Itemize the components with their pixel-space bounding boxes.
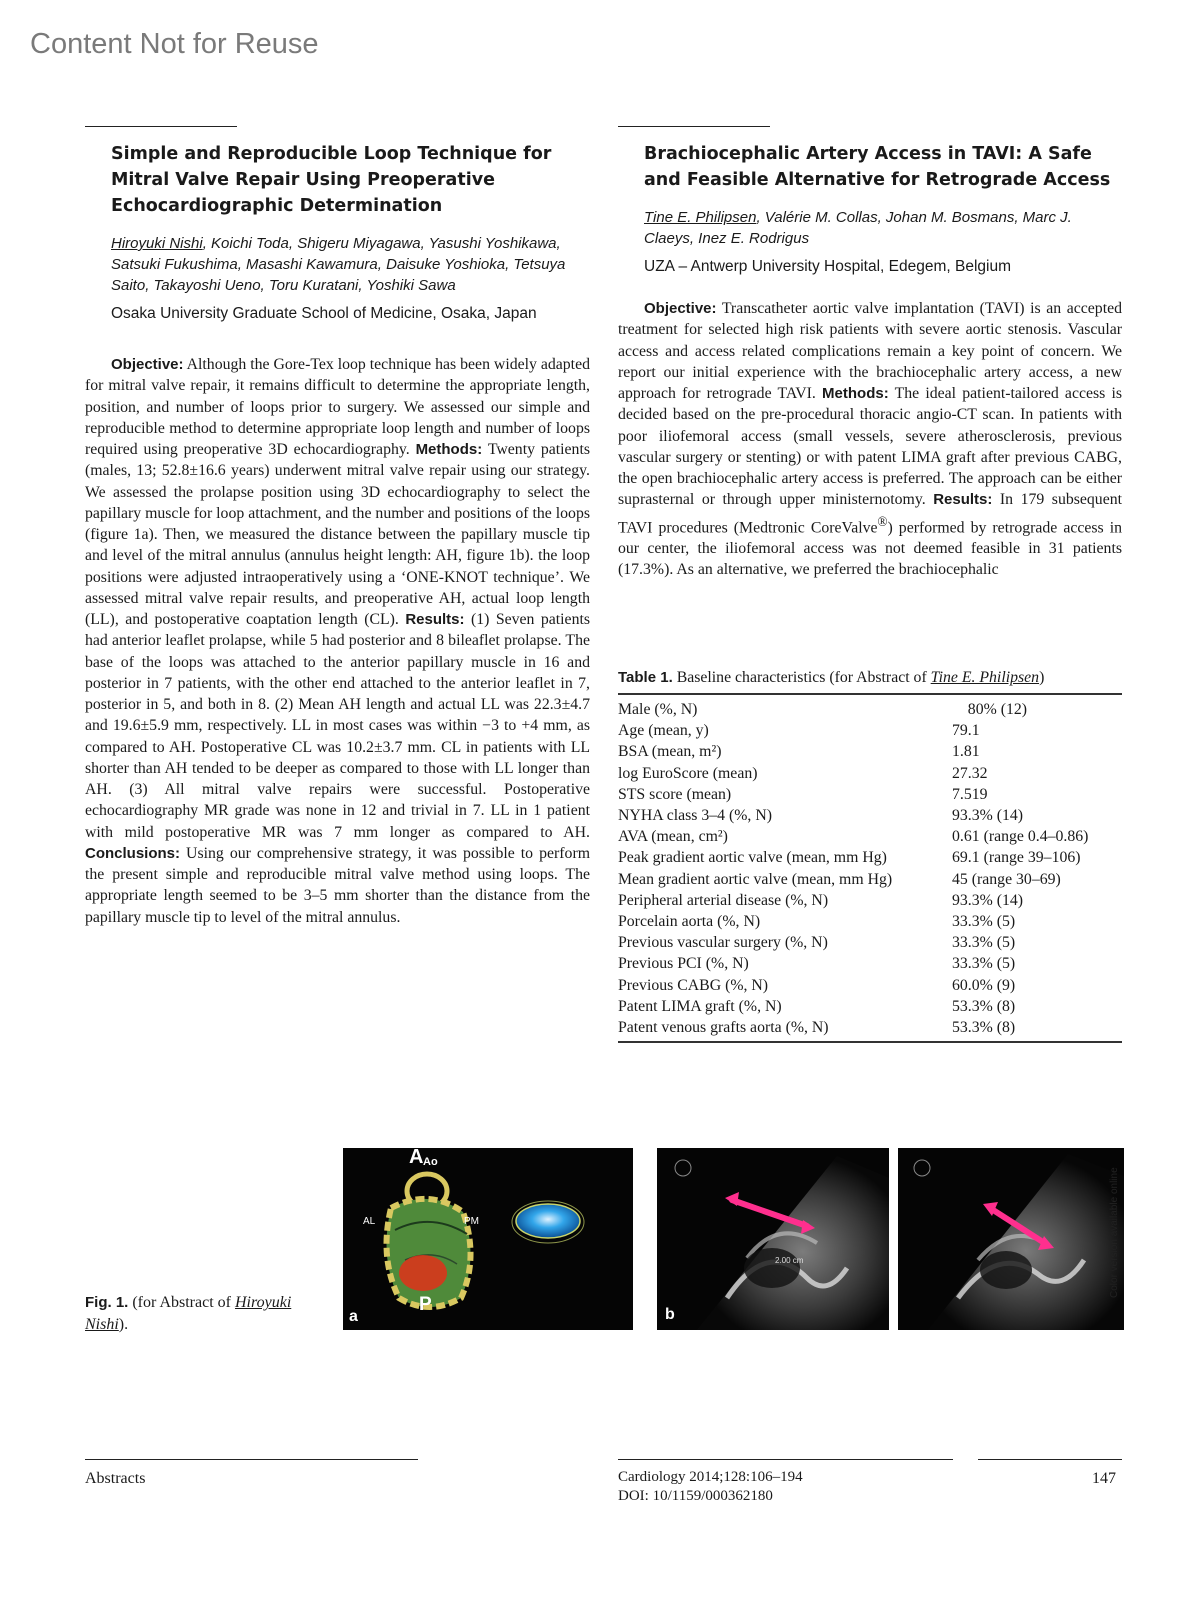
row-value: 93.3% (14) (952, 807, 1024, 825)
abstract-divider (85, 126, 237, 127)
figure-caption-name: Hiroyuki Nishi (85, 1294, 292, 1333)
figure-panel-b-echo-left (657, 1148, 889, 1330)
table-row (618, 826, 1122, 847)
table-row (618, 720, 1122, 741)
row-value: 69.1 (range 39–106) (952, 849, 1081, 867)
row-label: Peripheral arterial disease (%, N) (618, 891, 829, 909)
results-label: Results: (933, 491, 993, 509)
row-label: AVA (mean, cm²) (618, 828, 728, 846)
row-value: 93.3% (14) (952, 891, 1024, 909)
row-value: 60.0% (9) (952, 976, 1016, 994)
presenter-name: Tine E. Philipsen (644, 209, 757, 226)
table-caption (618, 669, 1122, 687)
baseline-characteristics-table (618, 693, 1122, 1043)
table-row (618, 694, 1122, 720)
co-authors: , Koichi Toda, Shigeru Miyagawa, Yasushi Yoshikawa, Satsuki Fukushima, Masashi Kawamura, Daisuke Yoshioka, Tetsuya Saito, Takayoshi Ueno, Toru Kuratani, Yoshiki Sawa (111, 235, 566, 294)
objective-text: Although the Gore-Tex loop technique has been widely adapted for mitral valve repair, it remains difficult to determine the appropriate length, position, and number of loops prior to surgery. We assessed our simple and reproducible method to determine appropriate loop length and number of loops required using preoperative 3D echocardiography. (85, 356, 590, 458)
figure-panel-b-echo-right (898, 1148, 1124, 1330)
table-row (618, 975, 1122, 996)
row-value: 33.3% (5) (952, 913, 1016, 931)
row-label: Patent LIMA graft (%, N) (618, 997, 782, 1015)
label-PM: PM (464, 1216, 479, 1227)
table-caption-end: ) (1039, 669, 1045, 686)
table-row (618, 1017, 1122, 1042)
table-body (618, 694, 1122, 1042)
row-value: 27.32 (952, 764, 988, 782)
table-caption-name: Tine E. Philipsen (930, 669, 1040, 686)
panel-letter-b: b (665, 1306, 675, 1323)
label-Ao: Ao (423, 1156, 438, 1168)
table-row (618, 911, 1122, 932)
right-abstract (618, 126, 1122, 581)
row-label: Previous vascular surgery (%, N) (618, 934, 828, 952)
conclusions-text: Using our comprehensive strategy, it was possible to perform the present simple and reproducible mitral valve method using loops. The appropriate length seemed to be 3–5 mm shorter than the distance from the papillary muscle tip to level of the mitral annulus. (85, 844, 590, 926)
table-row (618, 890, 1122, 911)
table-row (618, 953, 1122, 974)
right-abstract-authors (618, 207, 1122, 249)
objective-text: Transcatheter aortic valve implantation (TAVI) is an accepted treatment for selected high risk patients with severe aortic stenosis. Vascular access and access related complications remain a key point of concern. We report our initial experience with the brachiocephalic artery access, a new approach for retrograde TAVI. (618, 300, 1122, 402)
row-label: STS score (mean) (618, 785, 732, 803)
conclusions-label: Conclusions: (85, 844, 181, 862)
table-row (618, 996, 1122, 1017)
co-authors: , Valérie M. Collas, Johan M. Bosmans, Marc J. Claeys, Inez E. Rodrigus (644, 209, 1072, 247)
row-value: 7.519 (952, 785, 988, 803)
results-text: (1) Seven patients had anterior leaflet prolapse, while 5 had posterior and 8 bileaflet prolapse. The base of the loops was attached to the anterior papillary muscle in 16 and posterior in 7 patients, with the other end attached to the anterior leaflet in 7, posterior in 5, and both in 8. (2) Mean AH length and actual LL was 22.3±4.7 and 19.6±5.9 mm, respectively. LL in most cases was within −3 to +4 mm, as compared to AH. Postoperative CL was 10.2±3.7 mm. CL in patients with LL shorter than AH tended to be deeper as compared to those with LL longer than AH. (3) All mitral valve repairs were successful. Postoperative echocardiography MR grade was none in 12 and trivial in 7. LL in 1 patient with mild postoperative MR was 7 mm longer as compared to AH. (85, 611, 591, 841)
figure-caption-end: ). (118, 1316, 129, 1333)
watermark: Content Not for Reuse (30, 28, 319, 60)
row-label: Age (mean, y) (618, 722, 709, 740)
journal-citation: Cardiology 2014;128:106–194 (618, 1469, 803, 1485)
row-label: log EuroScore (mean) (618, 764, 758, 782)
table-caption-text: Baseline characteristics (for Abstract of (672, 669, 931, 686)
row-label: Patent venous grafts aorta (%, N) (618, 1019, 829, 1037)
left-abstract-body (85, 354, 590, 928)
measurement-label: 2.00 cm (775, 1256, 804, 1265)
row-value: 33.3% (5) (952, 955, 1016, 973)
label-A: A (409, 1148, 424, 1168)
figure-caption-text: (for Abstract of (128, 1294, 235, 1311)
footer-rule-right (978, 1459, 1122, 1460)
row-value: 80% (12) (952, 701, 1028, 718)
page-number: 147 (1092, 1470, 1116, 1487)
figure-panel-a-3d-echo (343, 1148, 633, 1330)
footer-section-name: Abstracts (85, 1470, 146, 1487)
figure-label: Fig. 1. (85, 1294, 129, 1311)
row-value: 1.81 (952, 743, 980, 761)
label-P: P (419, 1294, 432, 1315)
figure-caption (85, 1292, 325, 1336)
row-label: Previous CABG (%, N) (618, 976, 769, 994)
row-value: 33.3% (5) (952, 934, 1016, 952)
table-label: Table 1. (618, 669, 673, 686)
left-abstract-title: Simple and Reproducible Loop Technique for Mitral Valve Repair Using Preoperative Echocardiographic Determination (111, 144, 552, 216)
objective-label: Objective: (644, 300, 717, 317)
row-label: Previous PCI (%, N) (618, 955, 749, 973)
right-abstract-title: Brachiocephalic Artery Access in TAVI: A Safe and Feasible Alternative for Retrograde Access (644, 144, 1111, 190)
results-text-continued: ) performed by retrograde access in our center, the iliofemoral access was not deemed feasible in 31 patients (17.3%). As an alternative, we preferred the brachiocephalic (618, 518, 1122, 579)
left-abstract-affiliation: Osaka University Graduate School of Medicine, Osaka, Japan (111, 305, 537, 322)
panel-letter-a: a (349, 1308, 358, 1325)
methods-text: The ideal patient-tailored access is decided based on the pre-procedural thoracic angio-CT scan. In patients with poor iliofemoral access (small vessels, severe atherosclerosis, previous vascular surgery or stenting) or with patent LIMA graft after previous CABG, the open brachiocephalic artery access is preferred. The approach can be either suprasternal or through upper ministernotomy. (618, 385, 1122, 509)
footer-rule-middle (618, 1459, 953, 1460)
color-version-note: Color version available online (1109, 1167, 1120, 1298)
results-label: Results: (405, 611, 465, 628)
footer-citation (618, 1468, 803, 1506)
table-row (618, 805, 1122, 826)
table-row (618, 847, 1122, 868)
left-abstract-authors (85, 233, 590, 296)
left-abstract (85, 126, 590, 928)
objective-label: Objective: (111, 356, 184, 373)
row-value: 0.61 (range 0.4–0.86) (952, 828, 1089, 846)
methods-label: Methods: (415, 441, 483, 458)
footer-rule-left (85, 1459, 418, 1460)
row-label: Porcelain aorta (%, N) (618, 913, 761, 931)
row-label: Mean gradient aortic valve (mean, mm Hg) (618, 870, 893, 888)
row-label: BSA (mean, m²) (618, 743, 722, 761)
abstract-divider (618, 126, 770, 127)
row-value: 45 (range 30–69) (952, 870, 1061, 888)
table-row (618, 784, 1122, 805)
methods-label: Methods: (822, 385, 889, 402)
table-row (618, 869, 1122, 890)
right-abstract-body (618, 298, 1122, 581)
doi: DOI: 10/1159/000362180 (618, 1488, 773, 1504)
row-label: Peak gradient aortic valve (mean, mm Hg) (618, 849, 887, 867)
row-label: NYHA class 3–4 (%, N) (618, 807, 772, 825)
baseline-table-block (618, 669, 1122, 1043)
table-row (618, 741, 1122, 762)
table-row (618, 932, 1122, 953)
row-label: Male (%, N) (618, 701, 698, 718)
table-row (618, 763, 1122, 784)
row-value: 53.3% (8) (952, 1019, 1016, 1037)
right-abstract-affiliation: UZA – Antwerp University Hospital, Edegem, Belgium (644, 258, 1011, 275)
methods-text: Twenty patients (males, 13; 52.8±16.6 years) underwent mitral valve repair using our strategy. We assessed the prolapse position using 3D echocardiography to select the papillary muscle for loop attachment, and the number and positions of the loops (figure 1a). Then, we measured the distance between the papillary muscle tip and level of the mitral annulus (annulus height length: AH, figure 1b). the loop positions were adjusted intraoperatively using a ‘ONE-KNOT technique’. We assessed mitral valve repair results, and preoperative AH, actual loop length (LL), and postoperative coaptation length (CL). (85, 441, 590, 628)
row-value: 53.3% (8) (952, 997, 1016, 1015)
presenter-name: Hiroyuki Nishi (111, 235, 203, 252)
row-value: 79.1 (952, 722, 980, 740)
label-AL: AL (363, 1216, 376, 1227)
results-text: In 179 subsequent TAVI procedures (Medtronic CoreValve (618, 491, 1122, 536)
registered-mark: ® (877, 513, 888, 529)
